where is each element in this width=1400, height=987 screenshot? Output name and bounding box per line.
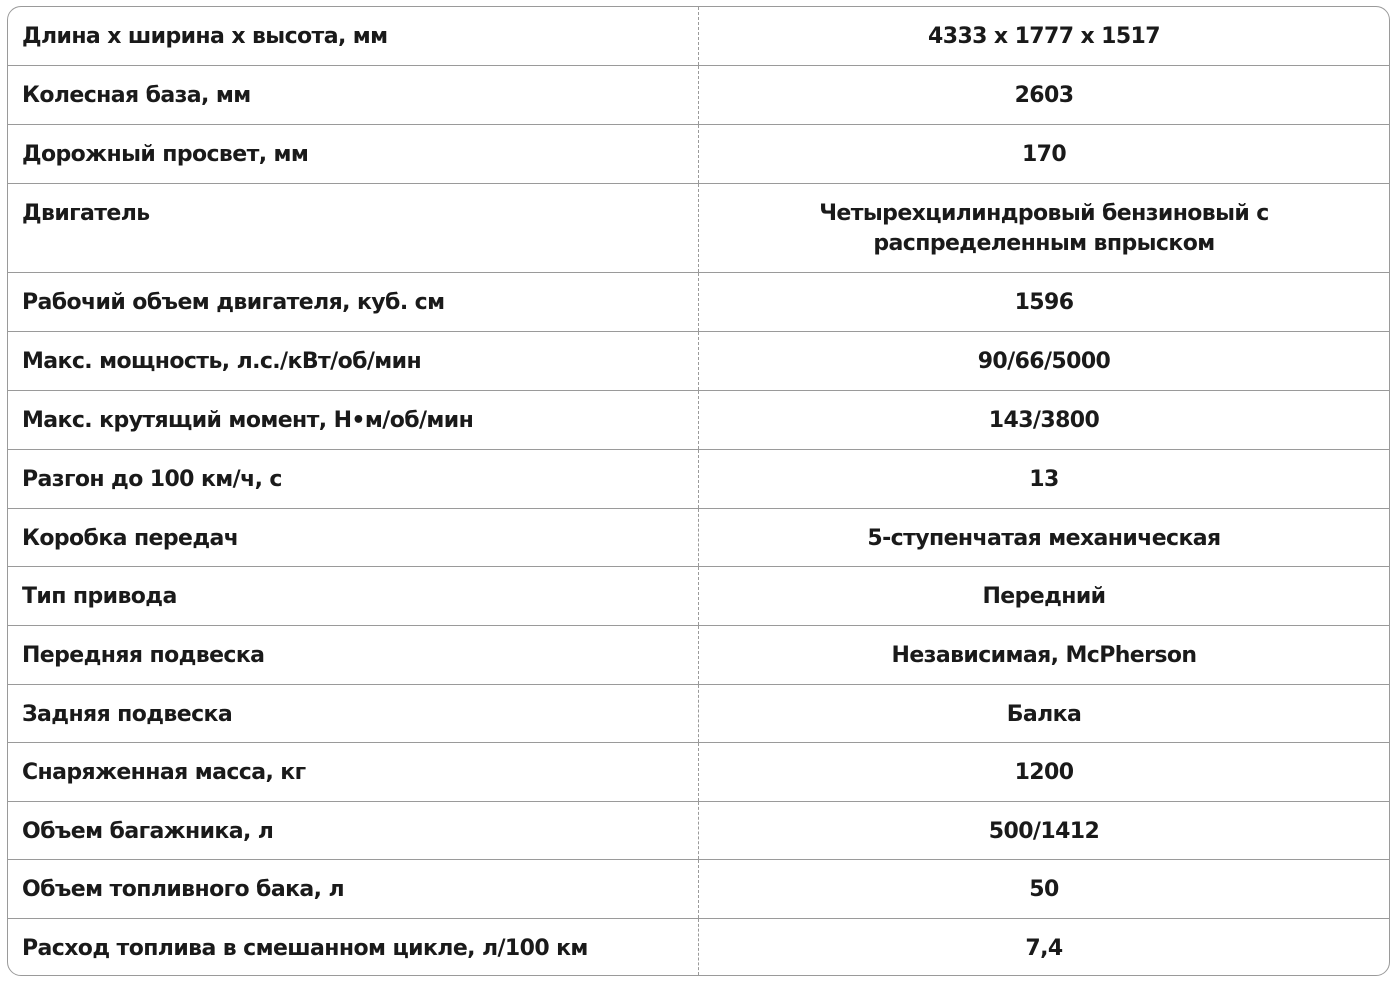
spec-table xyxy=(7,6,1390,976)
spec-value: 7,4 xyxy=(1025,936,1063,961)
spec-label: Двигатель xyxy=(8,184,699,272)
spec-value: 13 xyxy=(1029,467,1059,492)
spec-row-front-suspension xyxy=(8,625,1389,684)
spec-row-acceleration xyxy=(8,449,1389,508)
spec-value: Балка xyxy=(1006,702,1082,727)
spec-label: Передняя подвеска xyxy=(8,626,699,684)
spec-value: 2603 xyxy=(1014,83,1074,108)
spec-label: Макс. крутящий момент, Н•м/об/мин xyxy=(8,391,699,449)
spec-value: 5-ступенчатая механическая xyxy=(867,526,1221,551)
spec-label: Макс. мощность, л.с./кВт/об/мин xyxy=(8,332,699,390)
spec-row-ground-clearance xyxy=(8,124,1389,183)
spec-label: Дорожный просвет, мм xyxy=(8,125,699,183)
spec-value: 143/3800 xyxy=(988,408,1100,433)
spec-value: Передний xyxy=(982,584,1106,609)
spec-value: 1596 xyxy=(1014,290,1074,315)
spec-value: 170 xyxy=(1021,142,1067,167)
spec-row-drive-type xyxy=(8,566,1389,625)
spec-label: Объем багажника, л xyxy=(8,802,699,859)
spec-label: Колесная база, мм xyxy=(8,66,699,124)
spec-row-curb-weight xyxy=(8,742,1389,801)
spec-row-fuel-consumption xyxy=(8,918,1389,975)
spec-value: Четырехцилиндровый бензиновый с распределенным впрыском xyxy=(819,201,1269,256)
spec-label: Длина х ширина х высота, мм xyxy=(8,7,699,65)
spec-value: 90/66/5000 xyxy=(977,349,1111,374)
spec-label: Разгон до 100 км/ч, с xyxy=(8,450,699,508)
spec-row-max-torque xyxy=(8,390,1389,449)
spec-label: Рабочий объем двигателя, куб. см xyxy=(8,273,699,331)
spec-row-engine xyxy=(8,183,1389,272)
spec-label: Снаряженная масса, кг xyxy=(8,743,699,801)
spec-label: Коробка передач xyxy=(8,509,699,566)
spec-row-rear-suspension xyxy=(8,684,1389,742)
spec-row-gearbox xyxy=(8,508,1389,566)
spec-label: Тип привода xyxy=(8,567,699,625)
spec-row-max-power xyxy=(8,331,1389,390)
spec-row-wheelbase xyxy=(8,65,1389,124)
spec-row-displacement xyxy=(8,272,1389,331)
spec-row-fuel-tank xyxy=(8,859,1389,918)
spec-label: Расход топлива в смешанном цикле, л/100 км xyxy=(8,919,699,975)
spec-value: 1200 xyxy=(1014,760,1074,785)
spec-label: Объем топливного бака, л xyxy=(8,860,699,918)
spec-value: Независимая, McPherson xyxy=(891,643,1197,668)
spec-value: 500/1412 xyxy=(988,819,1100,844)
spec-row-length-width-height xyxy=(8,7,1389,65)
spec-row-trunk-volume xyxy=(8,801,1389,859)
spec-value: 4333 х 1777 х 1517 xyxy=(928,24,1160,49)
spec-label: Задняя подвеска xyxy=(8,685,699,742)
spec-value: 50 xyxy=(1029,877,1059,902)
